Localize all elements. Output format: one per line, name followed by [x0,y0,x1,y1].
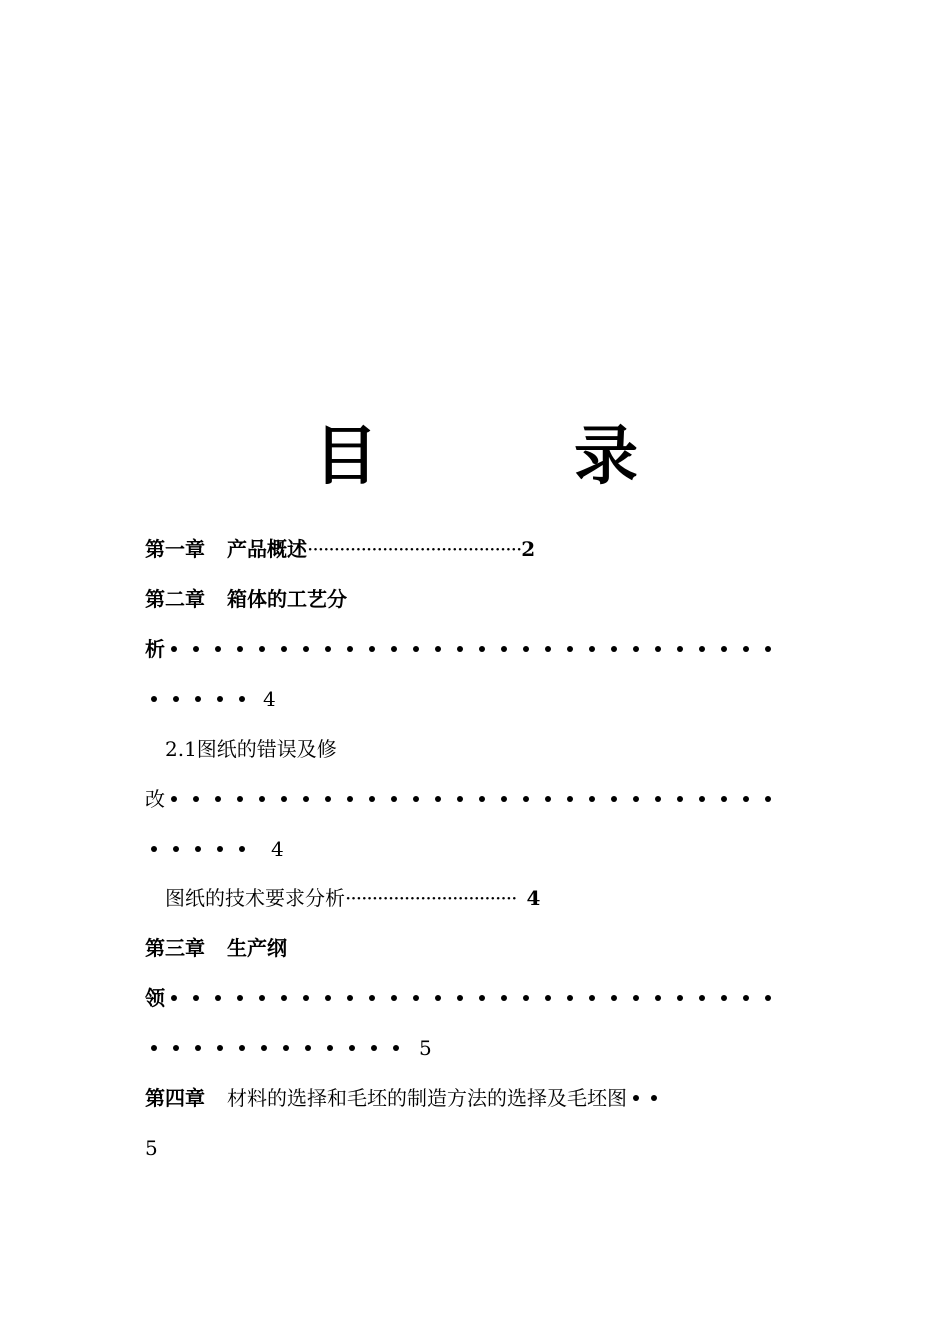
toc-entry-ch3-page [151,1033,432,1063]
toc-chapter-label: 第三章 [145,936,205,960]
toc-page-number: 5 [145,1136,158,1160]
toc-leader-dots [171,986,771,1010]
toc-entry-title: 生产纲 [227,936,287,960]
toc-chapter-label: 第一章 [145,537,205,561]
toc-title [0,412,950,502]
toc-entry-title-cont: 析 [145,637,165,661]
toc-entry-ch2-title[interactable] [145,584,347,614]
toc-leader: ································ [345,886,517,910]
toc-page-number: 4 [271,837,284,861]
toc-entry-s21-title[interactable] [165,734,337,764]
toc-entry-ch4-title[interactable] [145,1083,657,1113]
toc-entry-ch2-page [151,684,276,714]
toc-chapter-label: 第二章 [145,587,205,611]
toc-leader-dots [171,787,771,811]
toc-page-number: 4 [263,687,276,711]
toc-page-number: 2 [521,537,536,561]
title-char-1: 目 [314,419,378,494]
toc-entry-title: 图纸的技术要求分析 [165,886,345,910]
toc-entry-title: 箱体的工艺分 [227,587,347,611]
toc-entry-title: 产品概述 [227,537,307,561]
toc-page-number: 4 [526,886,541,910]
title-char-2: 录 [574,419,638,494]
toc-entry-title: 2.1图纸的错误及修 [165,737,337,761]
toc-entry-s21-leader [145,784,771,814]
toc-entry-s22[interactable] [165,883,540,913]
toc-entry-title-cont: 领 [145,986,165,1010]
toc-page-number: 5 [419,1036,432,1060]
toc-entry-ch3-leader [145,983,771,1013]
toc-entry-s21-page [151,834,284,864]
toc-entry-ch3-title[interactable] [145,933,287,963]
toc-entry-title-cont: 改 [145,787,165,811]
toc-chapter-label: 第四章 [145,1086,205,1110]
toc-entry-ch4-page [145,1133,158,1163]
toc-leader: ········································ [307,537,522,561]
toc-entry-ch1[interactable] [145,534,535,564]
toc-entry-title: 材料的选择和毛坯的制造方法的选择及毛坯图 [227,1086,627,1110]
toc-leader-dots [171,637,771,661]
toc-entry-ch2-leader [145,634,771,664]
